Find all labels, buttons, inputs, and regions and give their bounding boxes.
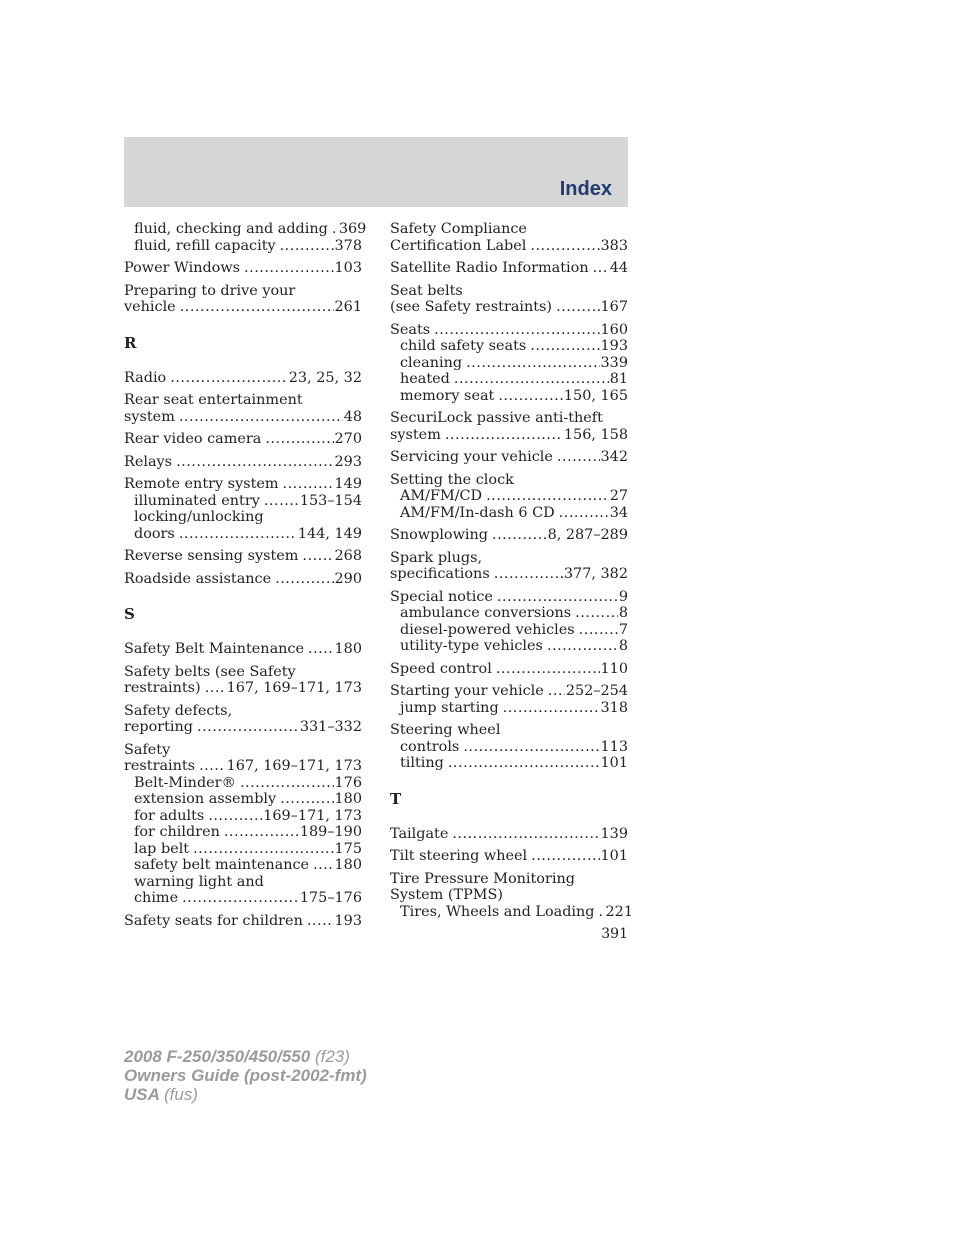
page-reference: 189–190 xyxy=(299,824,362,840)
index-term: Special notice xyxy=(390,588,493,605)
page-reference: 268 xyxy=(334,548,362,564)
index-term: Seat belts xyxy=(390,282,463,299)
dot-leader xyxy=(280,791,333,808)
index-entry-line xyxy=(390,722,628,739)
index-term: Safety xyxy=(124,741,171,758)
index-term: system xyxy=(390,426,441,443)
index-entry-line xyxy=(390,589,628,606)
index-entry xyxy=(390,848,628,865)
dot-leader xyxy=(498,388,563,405)
index-term: Safety defects, xyxy=(124,702,233,719)
index-entry-line xyxy=(124,742,362,759)
page-reference: 383 xyxy=(600,237,628,254)
index-subentry-line xyxy=(124,791,362,808)
index-term: fluid, refill capacity xyxy=(134,237,276,254)
index-term: Tires, Wheels and Loading xyxy=(400,903,595,920)
dot-leader xyxy=(497,589,618,606)
index-entry-line xyxy=(124,392,362,409)
index-term: Reverse sensing system xyxy=(124,548,299,564)
index-section-letter: S xyxy=(124,605,135,623)
page-reference: 378 xyxy=(334,237,362,254)
page-reference: 175 xyxy=(334,840,362,857)
index-term: Relays xyxy=(124,453,173,470)
index-entry xyxy=(124,913,362,930)
index-term: Servicing your vehicle xyxy=(390,449,553,465)
index-entry-line xyxy=(124,431,362,448)
page-reference: 101 xyxy=(600,755,628,771)
index-subentry-line xyxy=(390,488,628,505)
page-reference: 149 xyxy=(334,476,362,492)
index-term: Starting your vehicle xyxy=(390,683,544,699)
index-term: illuminated entry xyxy=(134,492,260,509)
index-entry-line xyxy=(390,550,628,567)
index-term: Power Windows xyxy=(124,260,241,276)
page-reference: 167 xyxy=(600,299,628,315)
index-entry xyxy=(390,683,628,716)
dot-leader xyxy=(557,449,600,466)
index-column-left xyxy=(124,221,367,935)
page-reference: 48 xyxy=(343,408,362,425)
dot-leader xyxy=(283,476,334,493)
dot-leader xyxy=(205,680,226,697)
page-reference: 252–254 xyxy=(565,683,628,699)
page-reference: 342 xyxy=(600,449,628,465)
dot-leader xyxy=(503,700,600,717)
page-number: 391 xyxy=(601,926,628,942)
index-subentry-line xyxy=(124,890,362,907)
dot-leader xyxy=(494,566,563,583)
page-reference: 156, 158 xyxy=(563,426,628,443)
dot-leader xyxy=(575,605,618,622)
dot-leader xyxy=(434,322,599,339)
page-reference: 377, 382 xyxy=(563,566,628,582)
index-entry xyxy=(390,661,628,678)
page-reference: 8, 287–289 xyxy=(547,527,628,543)
footer-region-code: (fus) xyxy=(164,1085,198,1104)
dot-leader xyxy=(265,431,333,448)
index-term: Rear seat entertainment xyxy=(124,392,303,408)
index-entry-line xyxy=(390,260,628,277)
index-entry xyxy=(390,322,628,405)
page-reference: 81 xyxy=(609,371,628,387)
index-entry-line xyxy=(390,221,628,238)
page-reference: 176 xyxy=(334,774,362,791)
index-term: Safety belts (see Safety xyxy=(124,663,296,680)
dot-leader xyxy=(275,571,333,588)
dot-leader xyxy=(463,739,599,756)
index-entry-line xyxy=(390,449,628,466)
footer-model-code: (f23) xyxy=(314,1047,350,1066)
index-entry-line xyxy=(390,661,628,678)
index-term: vehicle xyxy=(124,299,176,315)
dot-leader xyxy=(180,299,334,316)
index-entry-line xyxy=(124,260,362,277)
dot-leader xyxy=(530,338,599,355)
index-subentry-line xyxy=(124,857,362,874)
index-term: Preparing to drive your xyxy=(124,282,296,299)
index-term: Safety Compliance xyxy=(390,221,527,237)
index-term: Setting the clock xyxy=(390,471,514,488)
dot-leader xyxy=(170,370,288,387)
index-term: Spark plugs, xyxy=(390,549,483,566)
dot-leader xyxy=(182,890,299,907)
index-entry-line xyxy=(124,664,362,681)
dot-leader xyxy=(199,758,226,775)
index-term: memory seat xyxy=(400,387,495,404)
index-entry xyxy=(390,449,628,466)
page-reference: 167, 169–171, 173 xyxy=(226,680,362,696)
index-subentry-line xyxy=(124,526,362,543)
document-footer xyxy=(124,1047,367,1104)
page-reference: 369 xyxy=(338,221,367,237)
page-reference: 167, 169–171, 173 xyxy=(226,758,362,774)
page-reference: 23, 25, 32 xyxy=(288,369,362,386)
index-entry-line xyxy=(124,571,362,588)
dot-leader xyxy=(454,371,609,388)
index-subentry-line xyxy=(390,605,628,622)
index-entry-line xyxy=(390,871,628,888)
index-entry xyxy=(390,527,628,544)
dot-leader xyxy=(313,857,333,874)
page-reference: 44 xyxy=(609,260,628,276)
dot-leader xyxy=(179,409,343,426)
dot-leader xyxy=(531,848,599,865)
index-term: heated xyxy=(400,371,450,387)
index-term: tilting xyxy=(400,755,444,771)
index-term: Steering wheel xyxy=(390,722,501,738)
index-term: Snowplowing xyxy=(390,527,488,543)
section-header-bar xyxy=(124,137,628,207)
index-entry-line xyxy=(390,887,628,904)
index-subentry-line xyxy=(390,338,628,355)
index-term: for adults xyxy=(134,807,205,824)
dot-leader xyxy=(496,661,600,678)
page-reference: 331–332 xyxy=(299,719,362,735)
index-term: Satellite Radio Information xyxy=(390,260,589,276)
index-subentry-line xyxy=(124,509,362,526)
section-title: Index xyxy=(559,178,612,200)
page-reference: 139 xyxy=(600,825,628,842)
footer-model: 2008 F-250/350/450/550 xyxy=(124,1047,311,1066)
page-reference: 261 xyxy=(334,299,362,315)
page-reference: 221 xyxy=(605,903,633,920)
index-entry xyxy=(124,664,362,697)
index-term: Tire Pressure Monitoring xyxy=(390,870,575,887)
index-term: extension assembly xyxy=(134,791,277,807)
index-section-letter: R xyxy=(124,333,137,352)
index-entry xyxy=(124,703,362,736)
index-term: Safety Belt Maintenance xyxy=(124,641,304,657)
index-entry xyxy=(124,221,367,254)
dot-leader xyxy=(492,527,547,544)
page-reference: 8 xyxy=(618,638,628,654)
page-reference: 175–176 xyxy=(299,890,362,906)
index-term: doors xyxy=(134,525,175,542)
index-subentry-line xyxy=(124,841,362,858)
dot-leader xyxy=(307,913,334,930)
index-term: utility-type vehicles xyxy=(400,638,543,654)
index-entry xyxy=(124,548,362,565)
index-term: diesel-powered vehicles xyxy=(400,621,575,638)
dot-leader xyxy=(548,683,565,700)
dot-leader xyxy=(208,808,262,825)
index-entry-line xyxy=(390,683,628,700)
index-entry-line xyxy=(124,299,362,316)
index-subentry-line xyxy=(390,388,628,405)
dot-leader xyxy=(530,238,599,255)
index-section-letter: T xyxy=(390,789,402,808)
index-entry-line xyxy=(124,641,362,658)
dot-leader xyxy=(308,641,334,658)
index-term: specifications xyxy=(390,566,490,582)
index-term: controls xyxy=(400,738,460,755)
dot-leader xyxy=(486,488,609,505)
index-entry xyxy=(124,283,362,316)
index-term: System (TPMS) xyxy=(390,887,503,903)
index-entry xyxy=(390,722,628,772)
index-entry-line xyxy=(124,703,362,720)
index-subentry-line xyxy=(124,824,362,841)
dot-leader xyxy=(176,454,333,471)
index-subentry-line xyxy=(124,221,367,238)
dot-leader xyxy=(599,904,605,921)
page-reference: 160 xyxy=(600,321,628,338)
index-entry-line xyxy=(390,410,628,427)
index-term: SecuriLock passive anti-theft xyxy=(390,410,603,426)
index-term: Belt-Minder® xyxy=(134,774,236,791)
index-entry-line xyxy=(390,238,628,255)
index-term: Seats xyxy=(390,321,431,338)
footer-line-1 xyxy=(124,1047,367,1066)
index-entry-line xyxy=(124,680,362,697)
index-term: Tailgate xyxy=(390,825,449,842)
index-entry xyxy=(124,260,362,277)
index-column-right xyxy=(390,221,633,926)
index-term: system xyxy=(124,408,175,425)
page-reference: 293 xyxy=(334,453,362,470)
index-entry-line xyxy=(390,826,628,843)
index-term: Certification Label xyxy=(390,237,527,254)
footer-region: USA xyxy=(124,1085,160,1104)
dot-leader xyxy=(593,260,609,277)
dot-leader xyxy=(452,826,599,843)
index-term: chime xyxy=(134,890,179,906)
index-subentry-line xyxy=(124,808,362,825)
page-reference: 339 xyxy=(600,354,628,371)
index-entry xyxy=(124,370,362,387)
index-entry-line xyxy=(124,370,362,387)
index-term: for children xyxy=(134,824,220,840)
index-subentry-line xyxy=(124,775,362,792)
dot-leader xyxy=(179,526,297,543)
index-entry xyxy=(124,641,362,658)
index-subentry-line xyxy=(124,874,362,891)
index-subentry-line xyxy=(390,700,628,717)
index-entry xyxy=(390,589,628,655)
index-term: Rear video camera xyxy=(124,431,262,447)
index-entry-line xyxy=(124,409,362,426)
index-term: ambulance conversions xyxy=(400,605,572,621)
dot-leader xyxy=(466,355,599,372)
dot-leader xyxy=(559,505,609,522)
index-entry xyxy=(390,826,628,843)
index-subentry-line xyxy=(390,622,628,639)
index-subentry-line xyxy=(124,238,362,255)
page-reference: 270 xyxy=(334,431,362,447)
index-entry xyxy=(390,472,628,522)
index-entry-line xyxy=(124,913,362,930)
dot-leader xyxy=(197,719,299,736)
dot-leader xyxy=(224,824,299,841)
index-entry xyxy=(124,742,362,907)
page-reference: 7 xyxy=(618,621,628,638)
index-entry xyxy=(390,260,628,277)
page-reference: 103 xyxy=(334,260,362,276)
page-reference: 144, 149 xyxy=(297,525,362,542)
index-entry xyxy=(124,454,362,471)
index-subentry-line xyxy=(390,355,628,372)
index-term: safety belt maintenance xyxy=(134,857,310,873)
index-term: fluid, checking and adding xyxy=(134,221,328,237)
index-entry-line xyxy=(390,299,628,316)
index-term: Remote entry system xyxy=(124,476,279,492)
index-entry-line xyxy=(124,719,362,736)
index-entry xyxy=(390,410,628,443)
index-term: reporting xyxy=(124,719,194,735)
page-reference: 193 xyxy=(600,338,628,354)
index-term: restraints xyxy=(124,758,196,774)
page-reference: 290 xyxy=(334,570,362,587)
index-subentry-line xyxy=(390,638,628,655)
index-entry-line xyxy=(390,848,628,865)
index-term: locking/unlocking xyxy=(134,509,264,525)
index-subentry-line xyxy=(390,755,628,772)
page-reference: 193 xyxy=(334,912,362,929)
index-entry-line xyxy=(124,454,362,471)
index-entry xyxy=(390,283,628,316)
dot-leader xyxy=(547,638,618,655)
index-entry xyxy=(124,476,362,542)
index-term: Safety seats for children xyxy=(124,912,303,929)
dot-leader xyxy=(280,238,334,255)
page-reference: 27 xyxy=(609,488,628,504)
index-entry-line xyxy=(124,476,362,493)
index-entry xyxy=(124,392,362,425)
dot-leader xyxy=(264,493,299,510)
dot-leader xyxy=(244,260,333,277)
dot-leader xyxy=(556,299,599,316)
index-subentry-line xyxy=(390,505,628,522)
index-entry xyxy=(390,550,628,583)
index-term: cleaning xyxy=(400,354,463,371)
index-term: child safety seats xyxy=(400,338,527,354)
index-term: AM/FM/CD xyxy=(400,488,483,504)
index-term: (see Safety restraints) xyxy=(390,299,553,315)
index-term: Tilt steering wheel xyxy=(390,848,528,864)
footer-line-2: Owners Guide (post-2002-fmt) xyxy=(124,1066,367,1085)
index-term: restraints) xyxy=(124,680,201,696)
index-subentry-line xyxy=(124,493,362,510)
page-reference: 8 xyxy=(618,605,628,621)
index-subentry-line xyxy=(390,739,628,756)
index-term: jump starting xyxy=(400,699,499,716)
index-entry xyxy=(390,221,628,254)
index-entry-line xyxy=(390,283,628,300)
dot-leader xyxy=(448,755,600,772)
index-term: lap belt xyxy=(134,840,190,857)
index-subentry-line xyxy=(390,371,628,388)
dot-leader xyxy=(579,622,618,639)
index-entry-line xyxy=(124,283,362,300)
page-reference: 180 xyxy=(334,641,362,657)
index-term: Speed control xyxy=(390,660,492,677)
page-reference: 180 xyxy=(334,791,362,807)
index-entry-line xyxy=(390,527,628,544)
index-entry-line xyxy=(390,427,628,444)
dot-leader xyxy=(302,548,333,565)
index-entry-line xyxy=(124,548,362,565)
dot-leader xyxy=(445,427,563,444)
page-reference: 318 xyxy=(600,699,628,716)
index-term: Roadside assistance xyxy=(124,570,272,587)
index-entry xyxy=(124,571,362,588)
dot-leader xyxy=(332,221,338,238)
page-reference: 113 xyxy=(600,738,628,755)
page-reference: 110 xyxy=(600,660,628,677)
index-subentry-line xyxy=(390,903,633,921)
index-entry-line xyxy=(390,472,628,489)
index-term: warning light and xyxy=(134,873,264,890)
page-reference: 150, 165 xyxy=(563,387,628,404)
page-reference: 9 xyxy=(618,588,628,605)
footer-line-3 xyxy=(124,1085,367,1104)
page-reference: 34 xyxy=(609,504,628,521)
index-entry xyxy=(390,870,633,921)
page-reference: 180 xyxy=(334,857,362,873)
index-entry-line xyxy=(124,758,362,775)
index-term: AM/FM/In-dash 6 CD xyxy=(400,504,555,521)
page-reference: 153–154 xyxy=(299,492,362,509)
dot-leader xyxy=(193,841,333,858)
page-reference: 169–171, 173 xyxy=(263,807,362,824)
page-reference: 101 xyxy=(600,848,628,864)
index-term: Radio xyxy=(124,369,167,386)
index-entry xyxy=(124,431,362,448)
index-entry-line xyxy=(390,566,628,583)
dot-leader xyxy=(240,775,334,792)
index-entry-line xyxy=(390,322,628,339)
